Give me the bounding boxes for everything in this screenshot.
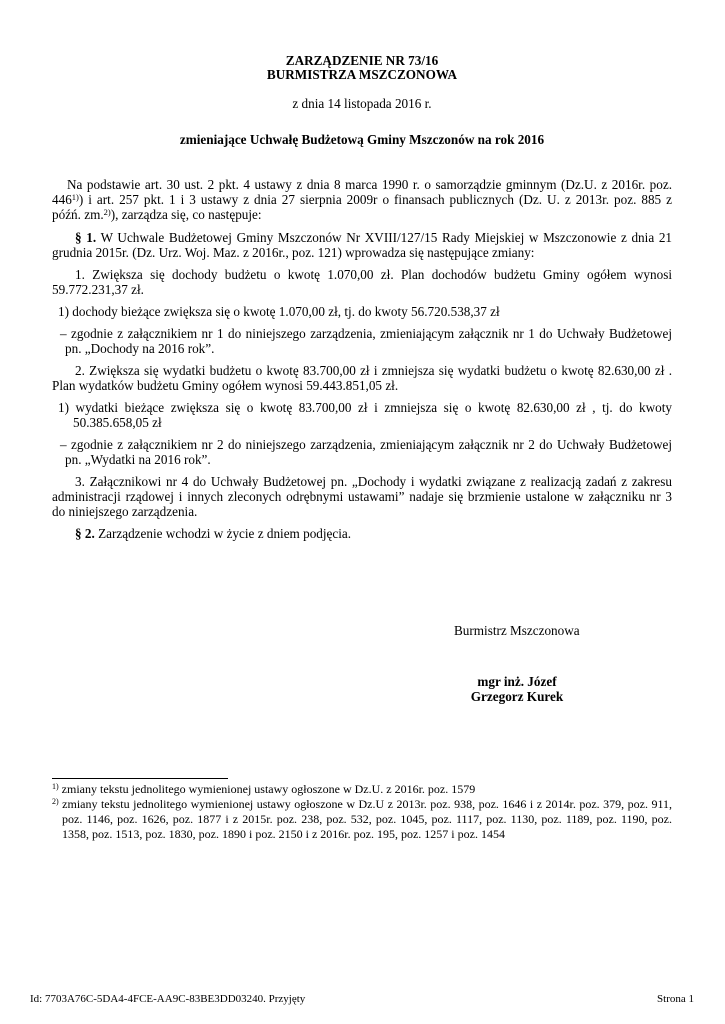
footnote-2 [52, 797, 672, 842]
preamble-text: ) i art. 257 pkt. 1 i 3 ustawy z dnia 27 sierpnia 2009r o finansach publicznych (Dz. U. z 2013r. poz. 885 z [78, 191, 672, 207]
item-3-line: do niniejszego zarządzenia. [52, 503, 198, 519]
footnote-2-line: 1358, poz. 1513, poz. 1830, poz. 1890 i poz. 2150 i z 2016r. poz. 195, poz. 1257 i poz. 1454 [62, 827, 505, 841]
item-1-note [52, 327, 672, 357]
item-3-line: administracji rządowej i innych zleconych odrębnymi ustawami” nadaje się brzmienie ustalone w załączniku nr 3 [52, 488, 672, 504]
section-1-line-1 [52, 231, 672, 246]
footnote-2-text: zmiany tekstu jednolitego wymienionej ustawy ogłoszone w Dz.U z 2013r. poz. 938, poz. 1646 i z 2014r. poz. 379, poz. 911, [62, 797, 673, 811]
item-2-note-line: pn. „Wydatki na 2016 rok”. [65, 451, 211, 467]
preamble-line-3 [52, 208, 672, 223]
item-1-line: 59.772.231,37 zł. [52, 281, 144, 297]
title-line-2: BURMISTRZA MSZCZONOWA [266, 67, 458, 82]
footnote-1-line [52, 782, 672, 797]
footnote-ref-2: 2) [103, 206, 111, 217]
footnote-2-line [52, 797, 672, 812]
item-3-line: 3. Załącznikowi nr 4 do Uchwały Budżetowej pn. „Dochody i wydatki związane z realizacją zadań z zakresu [75, 474, 672, 489]
section-2-text: Zarządzenie wchodzi w życie z dniem podjęcia. [98, 526, 352, 541]
preamble-text: 446 [52, 191, 72, 207]
item-2-note-line: – zgodnie z załącznikiem nr 2 do niniejszego zarządzenia, zmieniającym załącznik nr 2 do Uchwały Budżetowej [60, 437, 672, 452]
item-2-note [52, 438, 672, 468]
section-2-line [52, 527, 672, 542]
preamble-line-2 [52, 193, 672, 208]
preamble-line-1: Na podstawie art. 30 ust. 2 pkt. 4 ustawy z dnia 8 marca 1990 r. o samorządzie gminnym (Dz.U. z 2016r. poz. [67, 177, 672, 192]
section-1-intro [52, 231, 672, 261]
item-2-subpoint [52, 401, 672, 431]
item-2-subpoint-line: 1) wydatki bieżące zwiększa się o kwotę 83.700,00 zł i zmniejsza się o kwotę 82.630,00 zł , tj. do kwoty [58, 400, 672, 415]
footnote-1-text: zmiany tekstu jednolitego wymienionej ustawy ogłoszone w Dz.U. z 2016r. poz. 1579 [61, 782, 476, 796]
signature-name-line-1: mgr inż. Józef [477, 674, 557, 689]
item-1-line: 1. Zwiększa się dochody budżetu o kwotę 1.070,00 zł. Plan dochodów budżetu Gminy ogółem wynosi [75, 267, 672, 282]
item-1-note-line: – zgodnie z załącznikiem nr 1 do niniejszego zarządzenia, zmieniającym załącznik nr 1 do Uchwały Budżetowej [60, 326, 672, 341]
footnote-1-mark: 1) [52, 782, 59, 791]
section-2-label: § 2. [75, 526, 95, 541]
footnote-ref-1: 1) [71, 191, 79, 202]
item-1 [52, 268, 672, 298]
document-subject: zmieniające Uchwałę Budżetową Gminy Mszczonów na rok 2016 [179, 132, 545, 147]
item-2 [52, 364, 672, 394]
signature-name-line-2: Grzegorz Kurek [470, 688, 564, 704]
item-1-subpoint-line: 1) dochody bieżące zwiększa się o kwotę 1.070,00 zł, tj. do kwoty 56.720.538,37 zł [58, 304, 500, 319]
item-2-subpoint-line: 50.385.658,05 zł [73, 414, 162, 430]
preamble-text: późń. zm. [52, 206, 104, 222]
section-1-text: W Uchwale Budżetowej Gminy Mszczonów Nr XVIII/127/15 Rady Miejskiej w Mszczonowie z dnia 21 [100, 230, 673, 245]
document-date: z dnia 14 listopada 2016 r. [292, 96, 432, 111]
page-number: Strona 1 [657, 993, 694, 1005]
item-1-note-line: pn. „Dochody na 2016 rok”. [65, 340, 215, 356]
section-2 [52, 527, 672, 542]
signature-position: Burmistrz Mszczonowa [454, 623, 580, 638]
section-1-label: § 1. [75, 230, 97, 245]
item-2-line: Plan wydatków budżetu Gminy ogółem wynosi 59.443.851,05 zł. [52, 377, 399, 393]
preamble-text: ), zarządza się, co następuje: [110, 206, 262, 222]
footnote-1 [52, 782, 672, 797]
item-1-subpoint [52, 305, 672, 320]
footnote-2-mark: 2) [52, 797, 59, 806]
item-2-line: 2. Zwiększa się wydatki budżetu o kwotę 83.700,00 zł i zmniejsza się wydatki budżetu o kwotę 82.630,00 zł . [75, 363, 672, 378]
section-1-line-2: grudnia 2015r. (Dz. Urz. Woj. Maz. z 2016r., poz. 121) wprowadza się następujące zmiany: [52, 244, 535, 260]
document-id: Id: 7703A76C-5DA4-4FCE-AA9C-83BE3DD03240. Przyjęty [30, 993, 306, 1005]
preamble [52, 178, 672, 222]
item-3 [52, 475, 672, 519]
footnote-separator [52, 778, 228, 779]
signature-name [417, 675, 617, 705]
footnote-2-line: poz. 1146, poz. 1626, poz. 1877 i z 2015r. poz. 238, poz. 532, poz. 1045, poz. 1117, poz. 1130, poz. 1189, poz. 1190, poz. [62, 812, 672, 826]
document-title [52, 54, 672, 82]
title-line-1: ZARZĄDZENIE NR 73/16 [285, 53, 439, 68]
